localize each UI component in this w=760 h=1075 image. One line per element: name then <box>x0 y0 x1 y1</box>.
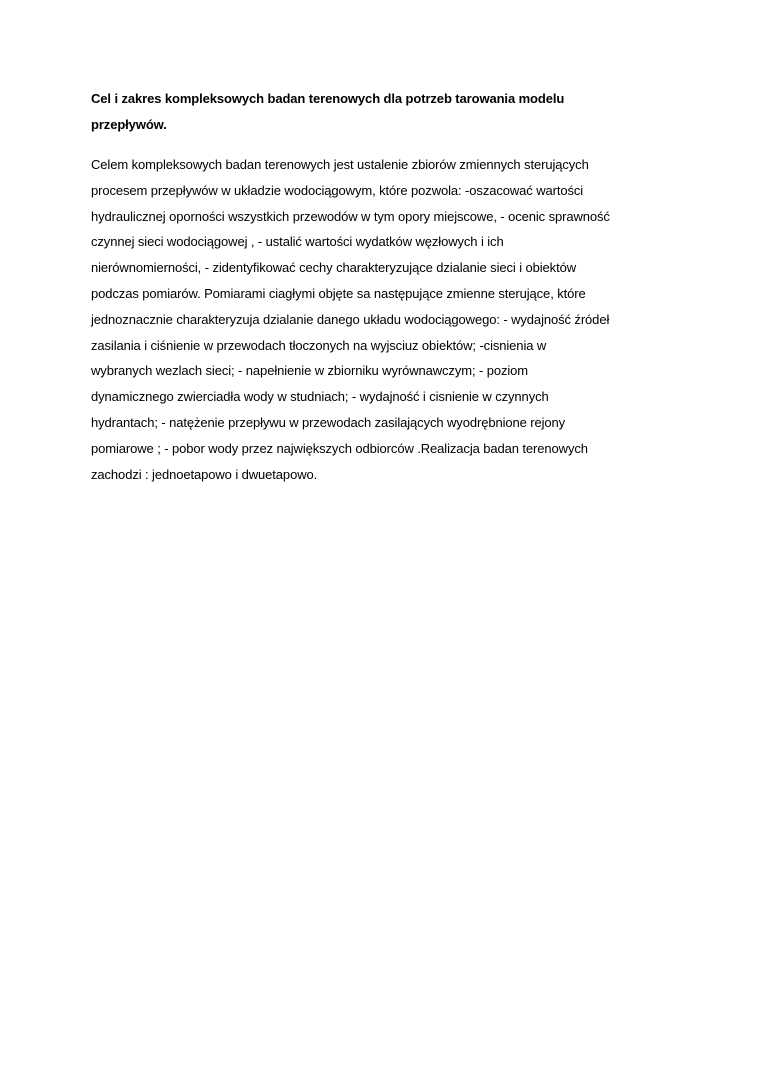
body-line-7: jednoznacznie charakteryzuja dzialanie danego układu wodociągowego: - wydajność źródeł <box>91 311 610 327</box>
document-title-line-2: przepływów. <box>91 117 167 132</box>
paragraph-gap <box>91 138 631 152</box>
body-line-6: podczas pomiarów. Pomiarami ciagłymi objęte sa następujące zmienne sterujące, które <box>91 285 586 301</box>
body-line-11: hydrantach; - natężenie przepływu w przewodach zasilających wyodrębnione rejony <box>91 414 566 430</box>
body-line-8: zasilania i ciśnienie w przewodach tłoczonych na wyjsciuz obiektów; -cisnienia w <box>91 337 547 353</box>
body-line-12: pomiarowe ; - pobor wody przez największych odbiorców .Realizacja badan terenowych <box>91 440 588 456</box>
document-title-line-1: Cel i zakres kompleksowych badan terenowych dla potrzeb tarowania modelu <box>91 91 565 106</box>
document-content <box>91 86 631 487</box>
body-line-2: procesem przepływów w układzie wodociągowym, które pozwola: -oszacować wartości <box>91 182 584 198</box>
body-line-1: Celem kompleksowych badan terenowych jest ustalenie zbiorów zmiennych sterujących <box>91 157 589 172</box>
body-line-5: nierównomierności, - zidentyfikować cechy charakteryzujące dzialanie sieci i obiektów <box>91 260 576 276</box>
body-line-10: dynamicznego zwierciadła wody w studniach; - wydajność i cisnienie w czynnych <box>91 389 549 405</box>
body-line-3: hydraulicznej oporności wszystkich przewodów w tym opory miejscowe, - ocenic sprawność <box>91 208 610 224</box>
body-line-9: wybranych wezlach sieci; - napełnienie w zbiorniku wyrównawczym; - poziom <box>91 363 529 379</box>
body-line-13: zachodzi : jednoetapowo i dwuetapowo. <box>91 466 318 482</box>
body-line-4: czynnej sieci wodociągowej , - ustalić wartości wydatków węzłowych i ich <box>91 234 504 250</box>
